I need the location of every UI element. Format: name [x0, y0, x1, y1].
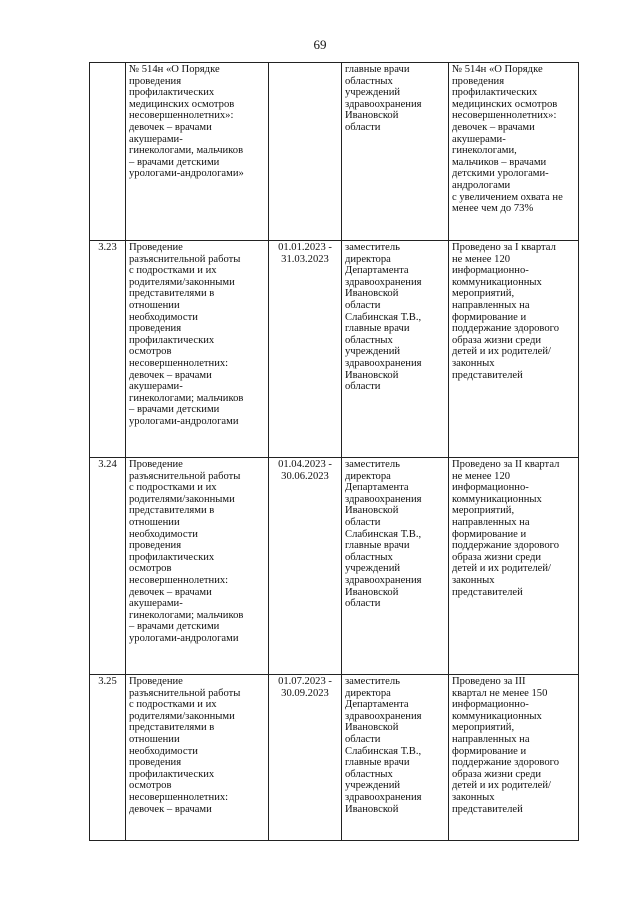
result-cell — [449, 675, 579, 841]
table-row — [90, 63, 579, 241]
responsible-text: заместитель директора Департамента здравоохранения Ивановской области Слабинская Т.В., главные врачи областных учреждений здравоохранения Ивановской — [345, 676, 422, 815]
table-row — [90, 241, 579, 458]
table-row — [90, 458, 579, 675]
row-number-cell — [90, 63, 126, 241]
result-text: Проведено за I квартал не менее 120 информационно- коммуникационных мероприятий, направленных на формирование и поддержание здорового образа жизни среди детей и их родителей/ законных представителей — [452, 242, 560, 381]
row-number: 3.25 — [98, 676, 117, 687]
responsible-cell — [342, 675, 449, 841]
responsible-cell — [342, 241, 449, 458]
row-number: 3.23 — [98, 242, 117, 253]
date-text: 01.04.2023 - 30.06.2023 — [278, 459, 332, 482]
result-text: Проведено за II квартал не менее 120 информационно- коммуникационных мероприятий, направленных на формирование и поддержание здорового образа жизни среди детей и их родителей/ законных представителей — [452, 459, 560, 598]
responsible-text: главные врачи областных учреждений здравоохранения Ивановской области — [345, 64, 422, 133]
date-cell — [269, 458, 342, 675]
result-cell — [449, 63, 579, 241]
responsible-cell — [342, 63, 449, 241]
action-plan-table — [89, 62, 579, 841]
table-row — [90, 675, 579, 841]
date-cell — [269, 241, 342, 458]
event-cell — [126, 675, 269, 841]
result-text: Проведено за III квартал не менее 150 информационно- коммуникационных мероприятий, направленных на формирование и поддержание здорового образа жизни среди детей и их родителей/ законных представителей — [452, 676, 560, 815]
event-cell — [126, 458, 269, 675]
responsible-text: заместитель директора Департамента здравоохранения Ивановской области Слабинская Т.В., главные врачи областных учреждений здравоохранения Ивановской области — [345, 242, 422, 393]
responsible-text: заместитель директора Департамента здравоохранения Ивановской области Слабинская Т.В., главные врачи областных учреждений здравоохранения Ивановской области — [345, 459, 422, 610]
event-cell — [126, 241, 269, 458]
result-cell — [449, 458, 579, 675]
date-cell — [269, 63, 342, 241]
row-number-cell — [90, 675, 126, 841]
responsible-cell — [342, 458, 449, 675]
event-text: № 514н «О Порядке проведения профилактических медицинских осмотров несовершеннолетних»: девочек – врачами акушерами- гинекологами, мальчиков – врачами детскими урологами-андрологами» — [129, 64, 244, 180]
row-number-cell — [90, 458, 126, 675]
date-text: 01.07.2023 - 30.09.2023 — [278, 676, 332, 699]
row-number: 3.24 — [98, 459, 117, 470]
result-cell — [449, 241, 579, 458]
row-number-cell — [90, 241, 126, 458]
event-text: Проведение разъяснительной работы с подростками и их родителями/законными представителями в отношении необходимости проведения профилактических осмотров несовершеннолетних: девочек – врачами акушерами- гинекологами; мальчиков – врачами детскими урологами-андрологами — [129, 459, 244, 644]
date-text: 01.01.2023 - 31.03.2023 — [278, 242, 332, 265]
page-number: 69 — [313, 37, 327, 52]
event-text: Проведение разъяснительной работы с подростками и их родителями/законными представителями в отношении необходимости проведения профилактических осмотров несовершеннолетних: девочек – врачами — [129, 676, 241, 815]
result-text: № 514н «О Порядке проведения профилактических медицинских осмотров несовершеннолетних»: девочек – врачами акушерами- гинекологами, мальчиков – врачами детскими урологами- андрологами с увеличением охвата не менее чем до 73% — [452, 64, 563, 215]
event-cell — [126, 63, 269, 241]
event-text: Проведение разъяснительной работы с подростками и их родителями/законными представителями в отношении необходимости проведения профилактических осмотров несовершеннолетних: девочек – врачами акушерами- гинекологами; мальчиков – врачами детскими урологами-андрологами — [129, 242, 244, 427]
date-cell — [269, 675, 342, 841]
